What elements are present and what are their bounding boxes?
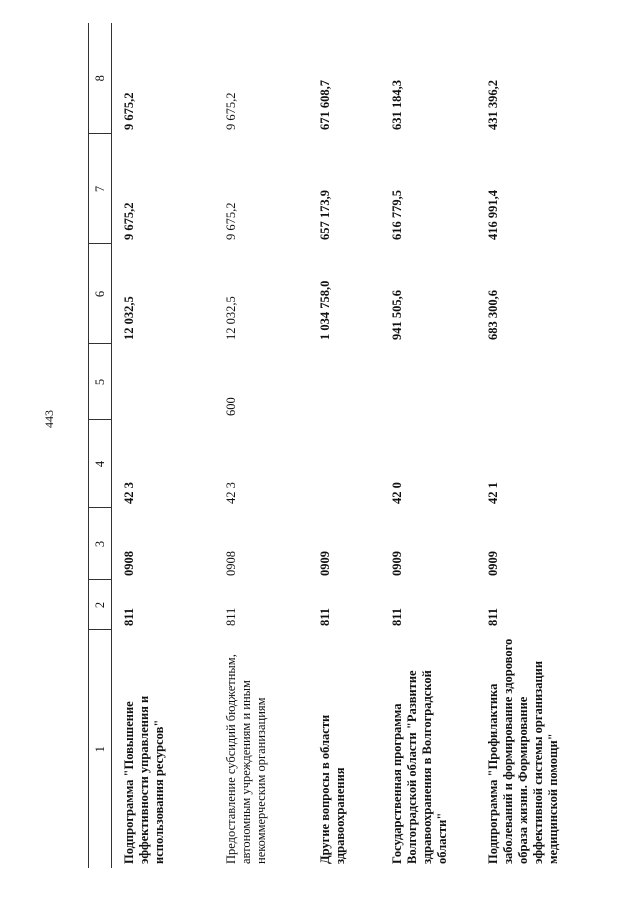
cell-amount-1: 941 505,6	[390, 290, 404, 340]
col-header-2: 2	[89, 580, 112, 630]
cell-amount-3: 671 608,7	[318, 80, 332, 130]
cell-expense-type	[112, 344, 215, 420]
cell-amount-1: 12 032,5	[224, 296, 238, 340]
table-row	[214, 23, 308, 868]
cell-section: 0908	[224, 551, 238, 576]
cell-target: 42 3	[224, 482, 238, 504]
cell-section: 0909	[390, 551, 404, 576]
col-header-8: 8	[89, 23, 112, 134]
row-name: Предоставление субсидий бюджетным, автономным учреждениям и иным некоммерческим организациям	[224, 654, 268, 864]
cell-amount-3: 431 396,2	[486, 80, 500, 130]
cell-amount-2: 9 675,2	[122, 202, 136, 240]
cell-amount-3: 9 675,2	[122, 92, 136, 130]
cell-ministry: 811	[390, 607, 404, 626]
cell-target	[308, 420, 380, 508]
cell-amount-2: 616 779,5	[390, 190, 404, 240]
row-name: Подпрограмма "Профилактика заболеваний и формирование здорового образа жизни. Формирование эффективной системы организации медицинской помощи"	[486, 638, 560, 864]
table-row	[308, 23, 380, 868]
col-header-6: 6	[89, 244, 112, 344]
col-header-4: 4	[89, 420, 112, 508]
cell-section: 0909	[486, 551, 500, 576]
cell-amount-2: 416 991,4	[486, 190, 500, 240]
cell-target: 42 1	[486, 482, 500, 504]
cell-amount-2: 657 173,9	[318, 190, 332, 240]
cell-expense-type	[380, 344, 476, 420]
rotated-table-wrapper	[88, 23, 616, 868]
cell-section: 0908	[122, 551, 136, 576]
table-row	[380, 23, 476, 868]
page-number: 443	[42, 410, 56, 428]
row-name: Подпрограмма "Повышение эффективности управления и использования ресурсов"	[122, 695, 166, 864]
cell-section: 0909	[318, 551, 332, 576]
cell-amount-1: 1 034 758,0	[318, 280, 332, 340]
cell-target: 42 3	[122, 482, 136, 504]
table-header-row	[89, 23, 112, 868]
cell-amount-3: 631 184,3	[390, 80, 404, 130]
cell-ministry: 811	[122, 607, 136, 626]
cell-amount-3: 9 675,2	[224, 92, 238, 130]
cell-expense-type	[476, 344, 636, 420]
cell-expense-type	[308, 344, 380, 420]
cell-amount-2: 9 675,2	[224, 202, 238, 240]
col-header-7: 7	[89, 134, 112, 244]
cell-expense-type: 600	[224, 397, 238, 416]
cell-ministry: 811	[486, 607, 500, 626]
cell-ministry: 811	[318, 607, 332, 626]
row-name: Другие вопросы в области здравоохранения	[318, 714, 347, 864]
table-row	[476, 23, 636, 868]
cell-ministry: 811	[224, 607, 238, 626]
col-header-1: 1	[89, 630, 112, 868]
cell-target: 42 0	[390, 482, 404, 504]
col-header-3: 3	[89, 508, 112, 580]
col-header-5: 5	[89, 344, 112, 420]
cell-amount-1: 683 300,6	[486, 290, 500, 340]
cell-amount-1: 12 032,5	[122, 296, 136, 340]
budget-table	[88, 23, 636, 868]
row-name: Государственная программа Волгоградской области "Развитие здравоохранения в Волгоградской области"	[390, 670, 449, 864]
table-row	[112, 23, 215, 868]
